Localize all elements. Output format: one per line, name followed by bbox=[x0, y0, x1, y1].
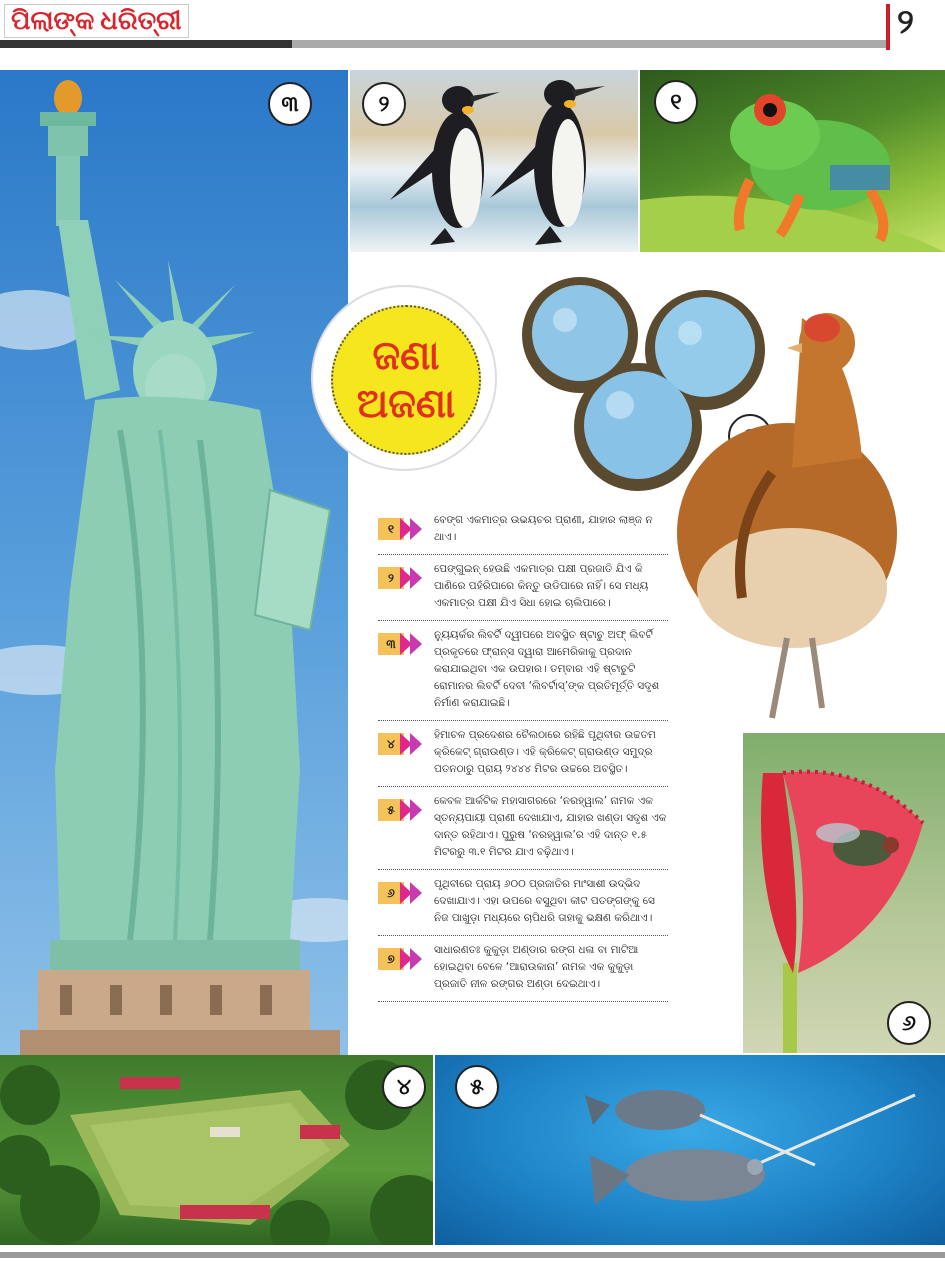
fact-text: ହିମାଚଳ ପ୍ରଦେଶର ଚୈଲଠାରେ ରହିଛି ପୃଥିବୀର ଉଚ୍ଚତମ କ୍ରିକେଟ୍ ଗ୍ରାଉଣ୍ଡ। ଏହି କ୍ରିକେଟ୍ ଗ୍ରାଉଣ୍ଡ ସମୁଦ୍ର ପତନଠାରୁ ପ୍ରାୟ ୨୪୪୪ ମିଟର ଉଚ୍ଚରେ ଅବସ୍ଥିତ। bbox=[434, 729, 656, 775]
badge-narwhal: ୫ bbox=[455, 1065, 499, 1109]
ground-illustration bbox=[0, 1055, 433, 1245]
fact-item-4 bbox=[378, 721, 668, 787]
title-badge bbox=[331, 305, 481, 455]
fact-text: ବେଙ୍ଗ ଏକମାତ୍ର ଉଭୟଚର ପ୍ରାଣୀ, ଯାହାର ଲାଞ୍ଜ ନ ଥାଏ। bbox=[434, 514, 653, 543]
chevron-right-icon bbox=[410, 948, 422, 970]
brand-part2: ଧରିତ୍ରୀ bbox=[100, 5, 182, 36]
footer-bar bbox=[0, 1252, 945, 1258]
header-bar-light bbox=[292, 40, 886, 48]
fact-marker bbox=[378, 799, 428, 821]
chevron-right-icon bbox=[410, 733, 422, 755]
fact-item-3 bbox=[378, 621, 668, 721]
venus-flytrap-photo bbox=[743, 733, 945, 1053]
fact-number: ୩ bbox=[378, 633, 404, 655]
fact-marker bbox=[378, 518, 428, 540]
fact-text: ପୃଥିବୀରେ ପ୍ରାୟ ୬୦୦ ପ୍ରଜାତିର ମାଂସାଶୀ ଉଦ୍ଭିଦ ଦେଖାଯାଏ। ଏହା ଉପରେ ବସୁଥିବା କୀଟ ପତଙ୍ଗଙ୍କୁ ସେ ନିଜ ପାଖୁଡ଼ା ମଧ୍ୟରେ ଚାପିଧରି ତାହାକୁ ଭକ୍ଷଣ କରିଥାଏ। bbox=[434, 878, 655, 924]
chail-cricket-ground-photo bbox=[0, 1055, 433, 1245]
hen-illustration bbox=[672, 298, 902, 723]
fact-marker bbox=[378, 882, 428, 904]
fact-marker bbox=[378, 633, 428, 655]
chevron-right-icon bbox=[410, 518, 422, 540]
red-eyed-frog-photo bbox=[640, 70, 945, 252]
hen-photo bbox=[672, 298, 902, 723]
fact-number: ୭ bbox=[378, 948, 404, 970]
brand-part1: ପିଲାଙ୍କ bbox=[11, 5, 95, 36]
title-line-2: ଅଜଣା bbox=[356, 381, 456, 427]
header-divider bbox=[886, 4, 890, 50]
fact-number: ୧ bbox=[378, 518, 404, 540]
narwhal-photo bbox=[435, 1055, 945, 1245]
chevron-right-icon bbox=[410, 799, 422, 821]
fact-item-5 bbox=[378, 787, 668, 870]
fact-number: ୬ bbox=[378, 882, 404, 904]
fact-text: ନ୍ୟୁୟର୍କର ଲିବର୍ଟି ଦ୍ୱୀପରେ ଅବସ୍ଥିତ ଷ୍ଟାଚୁ ଅଫ୍ ଲିବର୍ଟି ପ୍ରକୃତରେ ଫ୍ରାନ୍ସ ଦ୍ୱାରା ଆମେରିକାକୁ ପ୍ରଦାନ କରାଯାଇଥିବା ଏକ ଉପହାର। ତମ୍ବାର ଏହି ଷ୍ଟାଚୁଟି ରୋମାନର ଲିବର୍ଟି ଦେବୀ ‘ଲିବର୍ଟାସ୍’ଙ୍କ ପ୍ରତିମୂର୍ତ୍ତି ସଦୃଶ ନିର୍ମାଣ କରାଯାଇଛି। bbox=[434, 629, 660, 709]
badge-ground: ୪ bbox=[382, 1065, 426, 1109]
badge-statue: ୩ bbox=[268, 82, 312, 126]
masthead bbox=[0, 0, 945, 52]
fact-item-7 bbox=[378, 936, 668, 1002]
penguins-photo bbox=[350, 70, 638, 252]
chevron-right-icon bbox=[410, 633, 422, 655]
fact-number: ୫ bbox=[378, 799, 404, 821]
fact-text: ସାଧାରଣତଃ କୁକୁଡ଼ା ଅଣ୍ଡାର ରଙ୍ଗ ଧଳା ବା ମାଟିଆ ହୋଇଥିବା ବେଳେ ‘ଆରାଉକାନା’ ନାମକ ଏକ କୁକୁଡ଼ା ପ୍ରଜାତି ନୀଳ ରଙ୍ଗର ଅଣ୍ଡା ଦେଇଥାଏ। bbox=[434, 944, 639, 990]
chevron-right-icon bbox=[410, 882, 422, 904]
brand-logo bbox=[4, 4, 189, 38]
header-bar-dark bbox=[0, 40, 292, 48]
fact-number: ୪ bbox=[378, 733, 404, 755]
narwhal-illustration bbox=[435, 1055, 945, 1245]
title-line-1: ଜଣା bbox=[372, 333, 440, 379]
fact-item-6 bbox=[378, 870, 668, 936]
statue-illustration bbox=[0, 70, 348, 1055]
fact-marker bbox=[378, 733, 428, 755]
badge-penguins: ୨ bbox=[362, 82, 406, 126]
fact-text: କେବଳ ଆର୍କଟିକ ମହାସାଗରରେ ‘ନରହ୍ୱାଲ’ ନାମକ ଏକ ସ୍ତନ୍ୟପାୟୀ ପ୍ରାଣୀ ଦେଖାଯାଏ, ଯାହାର ଖଣ୍ଡା ସଦୃଶ ଏକ ଦାନ୍ତ ରହିଥାଏ। ପୁରୁଷ ‘ନରହ୍ୱାଲ’ର ଏହି ଦାନ୍ତ ୧.୫ ମିଟରରୁ ୩.୧ ମିଟର ଯାଏ ବଢ଼ିଥାଏ। bbox=[434, 795, 667, 858]
page-number: ୨ bbox=[897, 2, 914, 42]
fact-marker bbox=[378, 567, 428, 589]
badge-flytrap: ୬ bbox=[887, 1001, 931, 1045]
fact-item-1 bbox=[378, 506, 668, 555]
facts-list bbox=[378, 506, 668, 1002]
fact-item-2 bbox=[378, 555, 668, 621]
fact-marker bbox=[378, 948, 428, 970]
fact-number: ୨ bbox=[378, 567, 404, 589]
fact-text: ପେଙ୍ଗୁଇନ୍ ହେଉଛି ଏକମାତ୍ର ପକ୍ଷୀ ପ୍ରଜାତି ଯିଏ କି ପାଣିରେ ପହଁରିପାରେ କିନ୍ତୁ ଉଡିପାରେ ନାହିଁ। ସେ ମଧ୍ୟ ଏକମାତ୍ର ପକ୍ଷୀ ଯିଏ ସିଧା ହୋଇ ଚାଲିପାରେ। bbox=[434, 563, 649, 609]
badge-frog: ୧ bbox=[654, 80, 698, 124]
chevron-right-icon bbox=[410, 567, 422, 589]
statue-of-liberty-photo bbox=[0, 70, 348, 1055]
